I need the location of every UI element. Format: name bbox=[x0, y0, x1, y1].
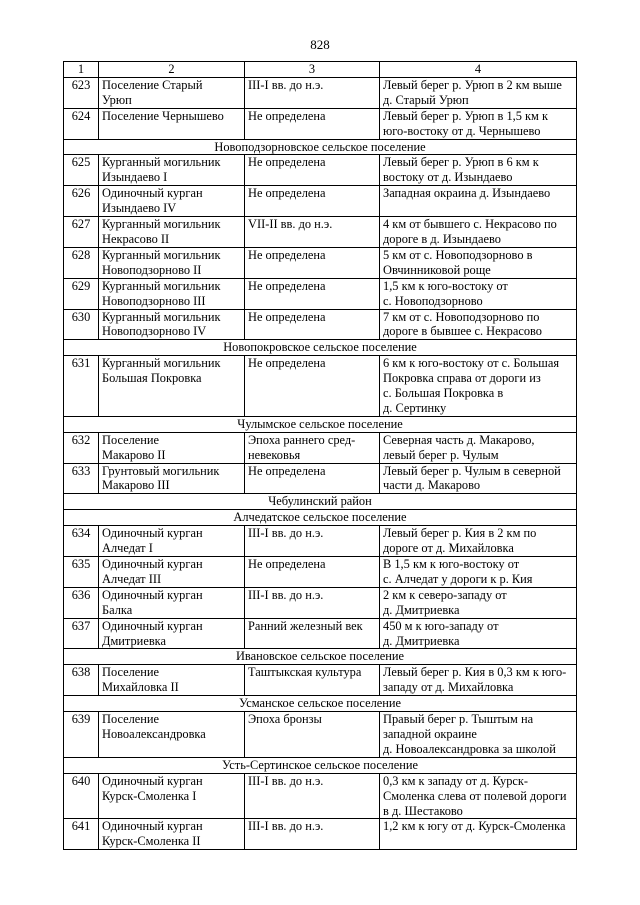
row-number: 627 bbox=[64, 217, 99, 248]
monument-dating: Не определена bbox=[245, 309, 380, 340]
row-number: 635 bbox=[64, 557, 99, 588]
monument-dating: Таштыкская культура bbox=[245, 665, 380, 696]
table-row bbox=[64, 217, 577, 248]
monument-name: Курганный могильник Новоподзорново IV bbox=[99, 309, 245, 340]
monument-name: Курганный могильник Большая Покровка bbox=[99, 356, 245, 417]
monuments-table bbox=[63, 61, 577, 850]
monument-dating: Эпоха бронзы bbox=[245, 712, 380, 758]
monument-name: Курганный могильник Изындаево I bbox=[99, 155, 245, 186]
column-header: 2 bbox=[99, 62, 245, 78]
row-number: 630 bbox=[64, 309, 99, 340]
row-number: 624 bbox=[64, 108, 99, 139]
monument-dating: Эпоха раннего сред- невековья bbox=[245, 432, 380, 463]
monument-name: Одиночный курган Курск-Смоленка I bbox=[99, 773, 245, 819]
monument-name: Одиночный курган Алчедат I bbox=[99, 526, 245, 557]
table-row bbox=[64, 309, 577, 340]
table-row bbox=[64, 356, 577, 417]
table-row bbox=[64, 526, 577, 557]
monument-name: Поселение Новоалександровка bbox=[99, 712, 245, 758]
section-header-row bbox=[64, 696, 577, 712]
monument-location: Левый берег р. Урюп в 2 км выше д. Старый Урюп bbox=[380, 77, 577, 108]
monument-location: 6 км к юго-востоку от с. Большая Покровка справа от дороги из с. Большая Покровка в д. Сертинку bbox=[380, 356, 577, 417]
table-row bbox=[64, 108, 577, 139]
section-header-row bbox=[64, 494, 577, 510]
column-header: 4 bbox=[380, 62, 577, 78]
monument-dating: III-I вв. до н.э. bbox=[245, 819, 380, 850]
monument-name: Поселение Старый Урюп bbox=[99, 77, 245, 108]
monument-name: Грунтовый могильник Макарово III bbox=[99, 463, 245, 494]
monument-name: Курганный могильник Новоподзорново III bbox=[99, 278, 245, 309]
page-number: 828 bbox=[310, 37, 330, 52]
monument-dating: III-I вв. до н.э. bbox=[245, 77, 380, 108]
monument-name: Одиночный курган Курск-Смоленка II bbox=[99, 819, 245, 850]
section-title: Алчедатское сельское поселение bbox=[64, 510, 577, 526]
column-header: 3 bbox=[245, 62, 380, 78]
row-number: 626 bbox=[64, 186, 99, 217]
monument-location: 0,3 км к западу от д. Курск- Смоленка слева от полевой дороги в д. Шестаково bbox=[380, 773, 577, 819]
row-number: 634 bbox=[64, 526, 99, 557]
monument-dating: Не определена bbox=[245, 557, 380, 588]
monument-dating: VII-II вв. до н.э. bbox=[245, 217, 380, 248]
monument-dating: Не определена bbox=[245, 247, 380, 278]
section-title: Новоподзорновское сельское поселение bbox=[64, 139, 577, 155]
section-title: Чебулинский район bbox=[64, 494, 577, 510]
table-row bbox=[64, 247, 577, 278]
row-number: 636 bbox=[64, 587, 99, 618]
table-row bbox=[64, 432, 577, 463]
row-number: 628 bbox=[64, 247, 99, 278]
monument-location: 7 км от с. Новоподзорново по дороге в бывшее с. Некрасово bbox=[380, 309, 577, 340]
table-row bbox=[64, 77, 577, 108]
monument-location: Левый берег р. Кия в 2 км по дороге от д. Михайловка bbox=[380, 526, 577, 557]
monument-location: В 1,5 км к юго-востоку от с. Алчедат у дороги к р. Кия bbox=[380, 557, 577, 588]
row-number: 625 bbox=[64, 155, 99, 186]
row-number: 639 bbox=[64, 712, 99, 758]
row-number: 631 bbox=[64, 356, 99, 417]
monument-location: Правый берег р. Тыштым на западной окраине д. Новоалександровка за школой bbox=[380, 712, 577, 758]
table-row bbox=[64, 155, 577, 186]
section-header-row bbox=[64, 757, 577, 773]
monument-name: Одиночный курган Алчедат III bbox=[99, 557, 245, 588]
monument-dating: Не определена bbox=[245, 463, 380, 494]
section-title: Усть-Сертинское сельское поселение bbox=[64, 757, 577, 773]
section-header-row bbox=[64, 340, 577, 356]
monument-name: Поселение Михайловка II bbox=[99, 665, 245, 696]
monument-location: 2 км к северо-западу от д. Дмитриевка bbox=[380, 587, 577, 618]
monument-name: Одиночный курган Изындаево IV bbox=[99, 186, 245, 217]
table-row bbox=[64, 463, 577, 494]
section-header-row bbox=[64, 416, 577, 432]
section-title: Новопокровское сельское поселение bbox=[64, 340, 577, 356]
row-number: 629 bbox=[64, 278, 99, 309]
monument-dating: Ранний железный век bbox=[245, 618, 380, 649]
table-row bbox=[64, 557, 577, 588]
monument-location: Северная часть д. Макарово, левый берег р. Чулым bbox=[380, 432, 577, 463]
monument-name: Курганный могильник Некрасово II bbox=[99, 217, 245, 248]
section-title: Ивановское сельское поселение bbox=[64, 649, 577, 665]
column-header: 1 bbox=[64, 62, 99, 78]
table-row bbox=[64, 665, 577, 696]
table-row bbox=[64, 618, 577, 649]
monument-dating: III-I вв. до н.э. bbox=[245, 773, 380, 819]
table-row bbox=[64, 819, 577, 850]
monument-location: 5 км от с. Новоподзорново в Овчинниковой роще bbox=[380, 247, 577, 278]
monument-name: Курганный могильник Новоподзорново II bbox=[99, 247, 245, 278]
row-number: 640 bbox=[64, 773, 99, 819]
monument-location: Левый берег р. Урюп в 6 км к востоку от д. Изындаево bbox=[380, 155, 577, 186]
monument-location: Левый берег р. Урюп в 1,5 км к юго-востоку от д. Чернышево bbox=[380, 108, 577, 139]
monument-location: Левый берег р. Чулым в северной части д. Макарово bbox=[380, 463, 577, 494]
monument-name: Одиночный курган Балка bbox=[99, 587, 245, 618]
monument-name: Поселение Макарово II bbox=[99, 432, 245, 463]
row-number: 632 bbox=[64, 432, 99, 463]
monument-dating: Не определена bbox=[245, 356, 380, 417]
monument-dating: Не определена bbox=[245, 155, 380, 186]
row-number: 623 bbox=[64, 77, 99, 108]
monument-dating: III-I вв. до н.э. bbox=[245, 587, 380, 618]
row-number: 638 bbox=[64, 665, 99, 696]
monument-name: Одиночный курган Дмитриевка bbox=[99, 618, 245, 649]
monument-name: Поселение Чернышево bbox=[99, 108, 245, 139]
table-row bbox=[64, 587, 577, 618]
table-header-row bbox=[64, 62, 577, 78]
section-header-row bbox=[64, 510, 577, 526]
row-number: 641 bbox=[64, 819, 99, 850]
section-title: Усманское сельское поселение bbox=[64, 696, 577, 712]
monument-dating: III-I вв. до н.э. bbox=[245, 526, 380, 557]
row-number: 637 bbox=[64, 618, 99, 649]
table-row bbox=[64, 186, 577, 217]
monument-location: 1,2 км к югу от д. Курск-Смоленка bbox=[380, 819, 577, 850]
monument-dating: Не определена bbox=[245, 278, 380, 309]
row-number: 633 bbox=[64, 463, 99, 494]
table-row bbox=[64, 773, 577, 819]
table-row bbox=[64, 278, 577, 309]
section-title: Чулымское сельское поселение bbox=[64, 416, 577, 432]
monument-location: 1,5 км к юго-востоку от с. Новоподзорново bbox=[380, 278, 577, 309]
monument-location: Левый берег р. Кия в 0,3 км к юго- западу от д. Михайловка bbox=[380, 665, 577, 696]
section-header-row bbox=[64, 139, 577, 155]
monument-location: Западная окраина д. Изындаево bbox=[380, 186, 577, 217]
monument-location: 4 км от бывшего с. Некрасово по дороге в д. Изындаево bbox=[380, 217, 577, 248]
monument-location: 450 м к юго-западу от д. Дмитриевка bbox=[380, 618, 577, 649]
table-row bbox=[64, 712, 577, 758]
section-header-row bbox=[64, 649, 577, 665]
monument-dating: Не определена bbox=[245, 186, 380, 217]
monument-dating: Не определена bbox=[245, 108, 380, 139]
